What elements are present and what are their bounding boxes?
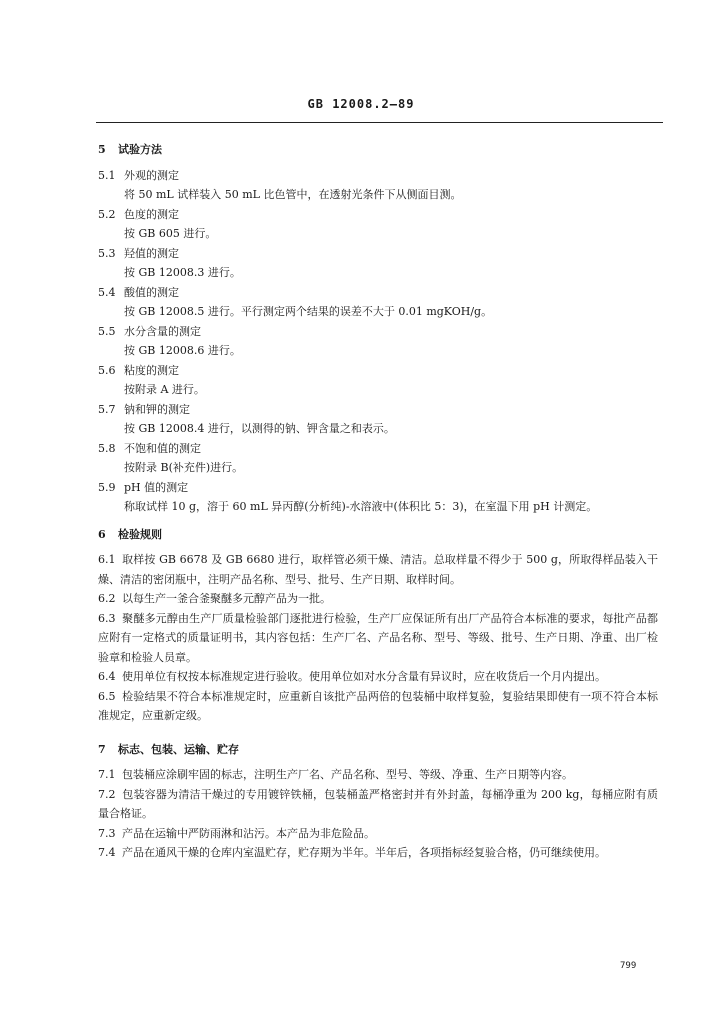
clause-text: 产品在通风干燥的仓库内室温贮存，贮存期为半年。半年后，各项指标经复验合格，仍可继续使用。 — [122, 846, 606, 859]
clause-number: 6.2 — [98, 592, 116, 605]
clause-title: 外观的测定 — [124, 168, 179, 182]
clause-number: 5.8 — [98, 441, 116, 455]
clause — [98, 439, 658, 478]
clause — [98, 361, 658, 400]
clause-number: 5.4 — [98, 285, 116, 299]
clause-body: 按 GB 12008.5 进行。平行测定两个结果的误差不大于 0.01 mgKOH/g。 — [124, 305, 493, 318]
clause-text: 包装容器为清洁干燥过的专用镀锌铁桶，包装桶盖严格密封并有外封盖，每桶净重为 200 kg，每桶应附有质量合格证。 — [98, 787, 658, 820]
clause-text: 使用单位有权按本标准规定进行验收。使用单位如对水分含量有异议时，应在收货后一个月内提出。 — [122, 670, 606, 683]
clause-text: 以每生产一釜合釜聚醚多元醇产品为一批。 — [122, 592, 331, 605]
section-heading — [98, 140, 658, 160]
clause-number: 5.2 — [98, 207, 116, 221]
clause-number: 6.5 — [98, 689, 116, 703]
section-title: 检验规则 — [118, 527, 162, 541]
clause — [98, 667, 658, 687]
clause — [98, 283, 658, 322]
clause-text: 取样按 GB 6678 及 GB 6680 进行，取样管必须干燥、清洁。总取样量不得少于 500 g，所取得样品装入干燥、清洁的密闭瓶中，注明产品名称、型号、批号、生产日期、取样时间。 — [98, 553, 658, 586]
clause — [98, 322, 658, 361]
clause-body: 按 GB 12008.6 进行。 — [124, 344, 241, 357]
clause — [98, 765, 658, 785]
section-heading — [98, 525, 658, 545]
clause — [98, 609, 658, 668]
clause-title: pH 值的测定 — [124, 480, 189, 494]
clause — [98, 687, 658, 726]
clause-body: 称取试样 10 g，溶于 60 mL 异丙醇(分析纯)-水溶液中(体积比 5：3)，在室温下用 pH 计测定。 — [124, 500, 598, 513]
clause-number: 5.5 — [98, 324, 116, 338]
clause-text: 检验结果不符合本标准规定时，应重新自该批产品两倍的包装桶中取样复验，复验结果即使有一项不符合本标准规定，应重新定级。 — [98, 689, 658, 722]
document-body — [98, 138, 658, 863]
clause-title: 酸值的测定 — [124, 285, 179, 299]
clause — [98, 244, 658, 283]
section-number: 5 — [98, 143, 106, 156]
section-title: 标志、包装、运输、贮存 — [118, 742, 239, 756]
clause-text: 包装桶应涂刷牢固的标志，注明生产厂名、产品名称、型号、等级、净重、生产日期等内容。 — [122, 768, 573, 781]
clause-number: 6.4 — [98, 670, 116, 683]
clause-text: 产品在运输中严防雨淋和沾污。本产品为非危险品。 — [122, 826, 375, 840]
clause — [98, 824, 658, 844]
section-title: 试验方法 — [118, 143, 162, 156]
clause — [98, 843, 658, 863]
clause-body: 按附录 B(补充件)进行。 — [124, 461, 244, 474]
clause-number: 5.1 — [98, 168, 116, 182]
section-number: 7 — [98, 742, 106, 756]
clause — [98, 166, 658, 205]
clause — [98, 478, 658, 517]
clause-title: 粘度的测定 — [124, 363, 179, 377]
clause-body: 按附录 A 进行。 — [124, 383, 205, 396]
clause-title: 钠和钾的测定 — [124, 402, 190, 416]
clause — [98, 550, 658, 589]
clause-number: 6.1 — [98, 553, 116, 566]
clause — [98, 400, 658, 439]
clause — [98, 785, 658, 824]
clause-number: 5.9 — [98, 480, 116, 494]
clause-title: 色度的测定 — [124, 207, 179, 221]
section-number: 6 — [98, 527, 106, 541]
standard-header: GB 12008.2—89 — [307, 97, 415, 111]
page-number: 799 — [620, 961, 637, 971]
header-rule — [96, 122, 663, 123]
clause-title: 羟值的测定 — [124, 246, 179, 260]
clause-text: 聚醚多元醇由生产厂质量检验部门逐批进行检验，生产厂应保证所有出厂产品符合本标准的要求，每批产品都应附有一定格式的质量证明书，其内容包括：生产厂名、产品名称、型号、等级、批号、生产日期、净重、出厂检验章和检验人员章。 — [98, 611, 658, 664]
clause-number: 7.1 — [98, 768, 116, 781]
clause-number: 7.4 — [98, 846, 116, 859]
clause-number: 5.6 — [98, 363, 116, 377]
clause-number: 6.3 — [98, 611, 116, 625]
clause-number: 5.7 — [98, 402, 116, 416]
clause-title: 水分含量的测定 — [124, 324, 201, 338]
clause-number: 7.2 — [98, 787, 116, 801]
clause-body: 按 GB 12008.3 进行。 — [124, 266, 241, 279]
clause-number: 5.3 — [98, 246, 116, 260]
clause-body: 按 GB 605 进行。 — [124, 227, 217, 240]
clause-body: 将 50 mL 试样装入 50 mL 比色管中，在透射光条件下从侧面目测。 — [124, 188, 462, 201]
section-heading — [98, 740, 658, 760]
clause-title: 不饱和值的测定 — [124, 441, 201, 455]
clause — [98, 589, 658, 609]
clause — [98, 205, 658, 244]
clause-number: 7.3 — [98, 826, 116, 840]
clause-body: 按 GB 12008.4 进行，以测得的钠、钾含量之和表示。 — [124, 422, 395, 435]
